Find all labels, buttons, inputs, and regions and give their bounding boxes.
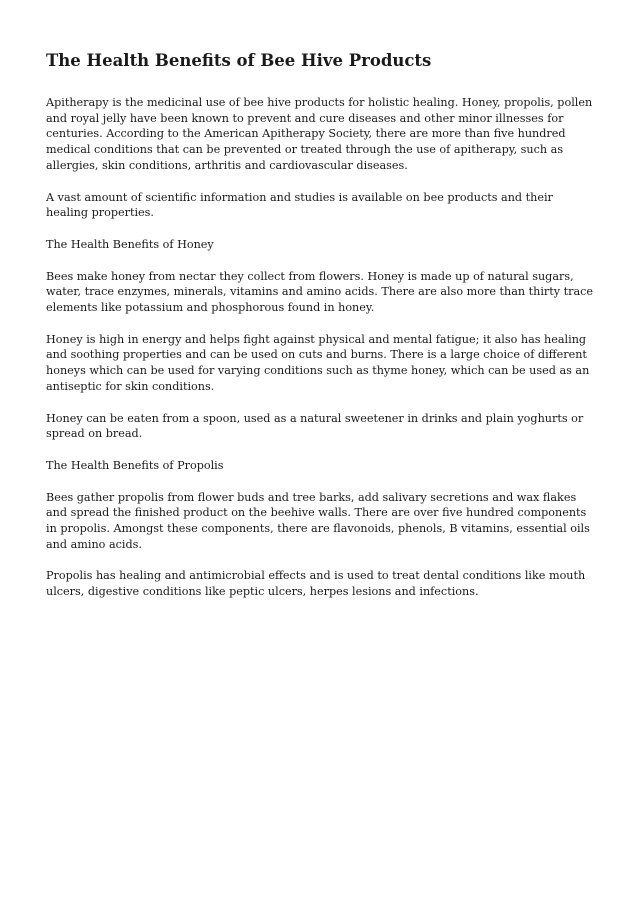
paragraph-honey-energy: Honey is high in energy and helps fight against physical and mental fatigue; it also has healing and soothing properties and can be used on cuts and burns. There is a large choice of different honeys which can be used for varying conditions such as thyme honey, which can be used as an antiseptic for skin conditions. (46, 332, 590, 393)
section-heading-honey: The Health Benefits of Honey (46, 237, 214, 251)
paragraph-honey-usage: Honey can be eaten from a spoon, used as a natural sweetener in drinks and plain yoghurts or spread on bread. (46, 411, 584, 441)
paragraph-scientific-info: A vast amount of scientific information and studies is available on bee products and their healing properties. (46, 190, 553, 220)
document-title: The Health Benefits of Bee Hive Products (46, 51, 432, 70)
paragraph-propolis-effects: Propolis has healing and antimicrobial effects and is used to treat dental conditions like mouth ulcers, digestive conditions like peptic ulcers, herpes lesions and infections. (46, 569, 586, 599)
paragraph-intro: Apitherapy is the medicinal use of bee hive products for holistic healing. Honey, propolis, pollen and royal jelly have been known to prevent and cure diseases and other minor illnesses for centuries. According to the American Apitherapy Society, there are more than five hundred medical conditions that can be prevented or treated through the use of apitherapy, such as allergies, skin conditions, arthritis and cardiovascular diseases. (46, 96, 593, 172)
section-heading-propolis: The Health Benefits of Propolis (46, 458, 224, 472)
document-page (46, 50, 596, 616)
paragraph-propolis-gathering: Bees gather propolis from flower buds and tree barks, add salivary secretions and wax flakes and spread the finished product on the beehive walls. There are over five hundred components in propolis. Amongst these components, there are flavonoids, phenols, B vitamins, essential oils and amino acids. (46, 490, 590, 551)
paragraph-honey-composition: Bees make honey from nectar they collect from flowers. Honey is made up of natural sugars, water, trace enzymes, minerals, vitamins and amino acids. There are also more than thirty trace elements like potassium and phosphorous found in honey. (46, 269, 594, 315)
